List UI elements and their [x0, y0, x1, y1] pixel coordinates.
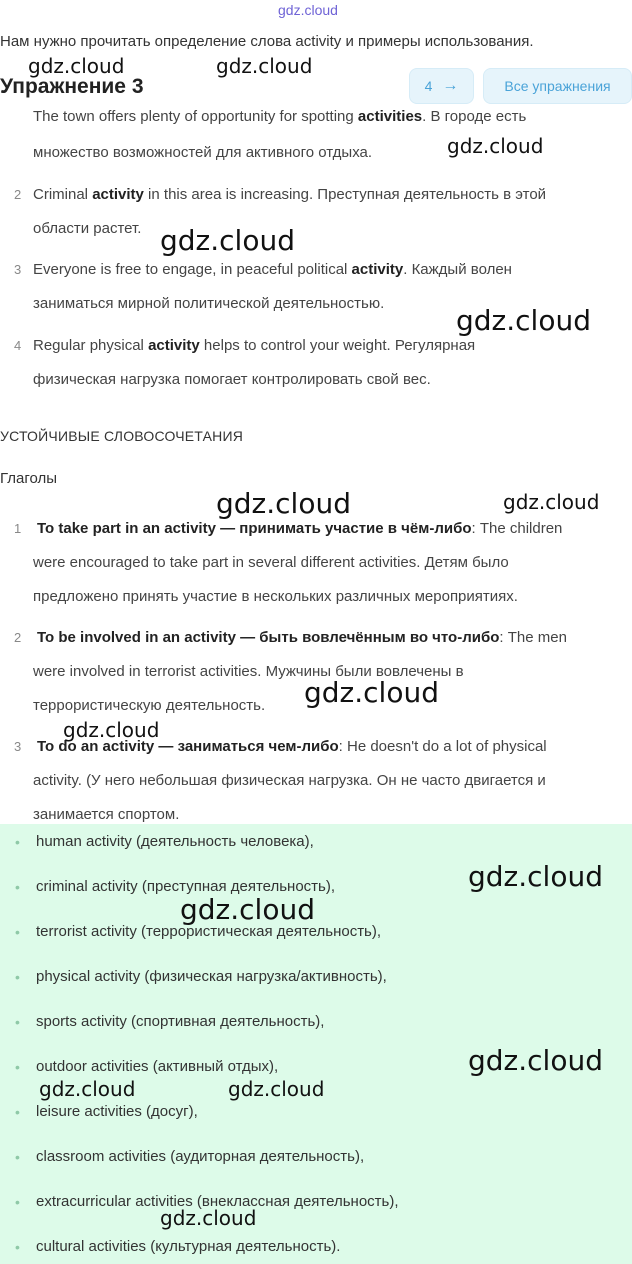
example-text: Criminal activity in this area is increasing. Преступная деятельность в этой области растет. — [33, 186, 547, 237]
arrow-right-icon: → — [442, 77, 459, 94]
phrase-number: 3 — [14, 739, 22, 754]
intro-text: Нам нужно прочитать определение слова activity и примеры использования. — [0, 33, 534, 50]
watermark: gdz.cloud — [216, 54, 313, 78]
watermark: gdz.cloud — [39, 1077, 136, 1101]
bullet-icon: • — [15, 879, 20, 895]
bullet-icon: • — [15, 1194, 20, 1210]
bullet-icon: • — [15, 924, 20, 940]
bullet-icon: • — [15, 1014, 20, 1030]
phrase-text: activity. (У него небольшая физическая нагрузка. Он не часто двигается и занимается спортом. — [33, 772, 546, 823]
all-exercises-label: Все упражнения — [504, 78, 611, 94]
sub-heading: Глаголы — [0, 470, 58, 487]
bullet-icon: • — [15, 1059, 20, 1075]
bullet-icon: • — [15, 1149, 20, 1165]
watermark: gdz.cloud — [468, 860, 603, 893]
exercise-title: Упражнение 3 — [0, 75, 144, 98]
phrase-text: To be involved in an activity — быть вовлечённым во что-либо: The men — [37, 629, 567, 646]
phrase-text: To do an activity — заниматься чем-либо: He doesn't do a lot of physical — [37, 738, 547, 755]
watermark: gdz.cloud — [468, 1044, 603, 1077]
bullet-icon: • — [15, 969, 20, 985]
example-line-2: множество возможностей для активного отдыха. — [33, 144, 373, 161]
watermark: gdz.cloud — [228, 1077, 325, 1101]
watermark: gdz.cloud — [160, 1206, 257, 1230]
bullet-icon: • — [15, 1239, 20, 1255]
watermark: gdz.cloud — [28, 54, 125, 78]
collocations-box: • human activity (деятельность человека), • criminal activity (преступная деятельность), • terrorist activity (террористическая деятельность), • physical activity (физическая нагрузка/активность), • sports activity (спортивная деятельность), • outdoor activities (активный отдых), • leisure activities (досуг), • classroom activities (аудиторная деятельность), • extracurricular activities (внеклассная деятельность), • cultural activities (культурная деятельность). — [0, 824, 632, 1264]
bullet-icon: • — [15, 834, 20, 850]
watermark: gdz.cloud — [503, 490, 600, 514]
site-watermark: gdz.cloud — [278, 2, 338, 18]
watermark: gdz.cloud — [63, 718, 160, 742]
watermark: gdz.cloud — [216, 487, 351, 520]
watermark: gdz.cloud — [447, 134, 544, 158]
phrase-text: were involved in terrorist activities. Мужчины были вовлечены в террористическую деятельность. — [33, 663, 464, 714]
watermark: gdz.cloud — [456, 304, 591, 337]
example-number: 3 — [14, 262, 22, 277]
watermark: gdz.cloud — [304, 676, 439, 709]
phrase-number: 2 — [14, 630, 22, 645]
example-number: 4 — [14, 338, 22, 353]
phrase-text: were encouraged to take part in several different activities. Детям было предложено принять участие в нескольких различных мероприятиях. — [33, 554, 518, 605]
phrase-text: To take part in an activity — принимать участие в чём-либо: The children — [37, 520, 563, 537]
example-number: 2 — [14, 187, 22, 202]
watermark: gdz.cloud — [180, 893, 315, 926]
watermark: gdz.cloud — [160, 224, 295, 257]
phrase-number: 1 — [14, 521, 22, 536]
section-heading: УСТОЙЧИВЫЕ СЛОВОСОЧЕТАНИЯ — [0, 428, 244, 444]
bullet-icon: • — [15, 1104, 20, 1120]
example-text: Regular physical activity helps to control your weight. Регулярная физическая нагрузка помогает контролировать свой вес. — [33, 337, 476, 388]
example-text: Everyone is free to engage, in peaceful political activity. Каждый волен заниматься мирной политической деятельностью. — [33, 261, 512, 312]
all-exercises-button[interactable] — [483, 68, 632, 104]
example-line-1: The town offers plenty of opportunity for spotting activities. В городе есть — [33, 108, 527, 125]
next-exercise-number: 4 — [424, 78, 433, 94]
next-exercise-button[interactable] — [409, 68, 474, 104]
